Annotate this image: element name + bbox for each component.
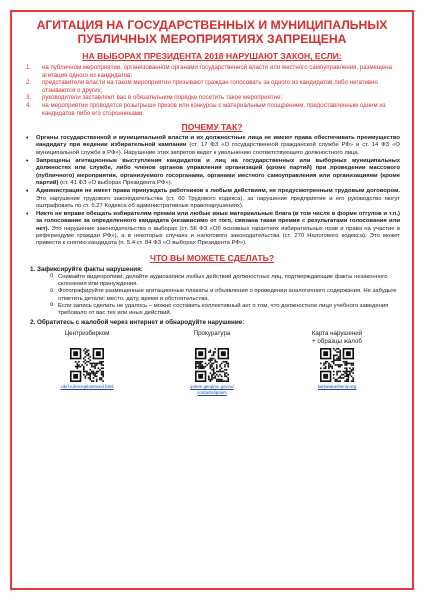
qr-link[interactable]: kartanarusheniy.org xyxy=(317,384,357,390)
violation-item: 3. руководители заставляют вас в обязательном порядке посетить такое мероприятие; xyxy=(26,94,283,102)
qr-column-map xyxy=(282,330,392,395)
what-heading: ЧТО ВЫ МОЖЕТЕ СДЕЛАТЬ? xyxy=(149,252,275,263)
why-list xyxy=(24,135,400,247)
step-1-list xyxy=(24,274,400,318)
qr-label: Карта нарушений + образцы жалоб xyxy=(311,330,363,345)
qr-link[interactable]: cikrf.ru/reception/send.html xyxy=(60,384,114,390)
violations-heading: НА ВЫБОРАХ ПРЕЗИДЕНТА 2018 НАРУШАЮТ ЗАКОН, ЕСЛИ: xyxy=(82,51,342,61)
why-item: • Органы государственной и муниципальной власти и их должностные лица не имеют права обеспечивать преимущество кандидату при ведении избирательной кампании (ст. 17 ФЗ «О государственной гражданской службе РФ» и ст. 14 ФЗ «О муниципальной службе в РФ»). Нарушение этих запретов ведет к увольнению соответствующего должностного лица. xyxy=(24,135,400,157)
violation-item: 2. представители власти на таком мероприятии призывают граждан голосовать за одного из кандидатов либо негативно отзываются о других; xyxy=(26,79,378,94)
qr-label: Прокуратура xyxy=(193,330,231,338)
violations-list xyxy=(24,64,400,117)
qr-column-cik xyxy=(32,330,142,395)
qr-column-prosecutor xyxy=(157,330,267,395)
flyer-page xyxy=(10,10,414,590)
violation-item: 4. на мероприятии проводятся розыгрыши призов или конкурсы с материальным поощрением, предоставленным одним из кандидатов либо его сторонниками. xyxy=(26,101,386,117)
step-1-heading: 1. Зафиксируйте факты нарушения: xyxy=(30,265,143,273)
qr-link[interactable]: ipriem.genproc.gov.ru/ contacts/ipriem xyxy=(190,384,234,395)
step-2-heading: 2. Обратитесь с жалобой через интернет и обнародуйте нарушение: xyxy=(30,319,245,327)
violation-item: 1. на публичном мероприятии, организованном органами государственной власти или местного самоуправления, размещена агитация одного из кандидатов; xyxy=(26,64,393,79)
qr-code-icon[interactable] xyxy=(195,348,229,382)
step-1-item: o Если запись сделать не удалось – можно составить коллективный акт о том, что должностное лицо учебного заведения требовало от вас тех или иных действий. xyxy=(50,303,400,318)
why-item: • Администрация не имеет права принуждать работников к любым действиям, не предусмотренным трудовым договором. Это нарушение трудового законодательства (ст. 60 Трудового кодекса), за нарушение предприятие и его руководство могут оштрафовать по ст. 5.27 Кодекса об административных правонарушениях). xyxy=(24,188,400,210)
why-item: • Никто не вправе обещать избирателям премии или любые иные материальные блага (в том числе в форме отгулов и т.п.) за голосование за определенного кандидата (независимо от того, связана такая премия с результатами голосования или нет). Это нарушение законодательства о выборах (ст. 56 ФЗ «Об основных гарантиях избирательных прав и права на участие в референдуме граждан РФ»), а в некоторых случаях и налогового законодательства (ст. 270 Налогового кодекса). Это может привести к снятию кандидата (п. 5.4 ст. 84 ФЗ «О выборах Президента РФ»). xyxy=(24,211,400,247)
step-1-item: o Снимайте видеоролики, делайте аудиозаписи любых действий должностных лиц, подтверждающие факты незаконного склонения или принуждения. xyxy=(50,274,400,289)
why-heading: ПОЧЕМУ ТАК? xyxy=(181,122,243,133)
step-1-item: o Фотографируйте размещенные агитационные плакаты и объявления о проведении аналогичного содержания. Не забудьте отметить детали: место, дату, время и обстоятельства. xyxy=(50,288,400,303)
why-item: • Запрещены агитационные выступления кандидатов и лиц на государственных или выборных муниципальных должностях или службе, либо членов органов управления организаций (кроме партий) при проведении массового (публичного) мероприятия, организуемого госорганами, органами местного самоуправления или организациями (кроме партий) (ст. 41 ФЗ «О выборах Президента РФ»). xyxy=(24,158,400,187)
qr-label: Центризбирком xyxy=(64,330,110,338)
qr-codes-row xyxy=(24,330,400,395)
qr-code-icon[interactable] xyxy=(320,348,354,382)
page-title-line2: ПУБЛИЧНЫХ МЕРОПРИЯТИЯХ ЗАПРЕЩЕНА xyxy=(77,32,347,46)
qr-code-icon[interactable] xyxy=(70,348,104,382)
page-title-line1: АГИТАЦИЯ НА ГОСУДАРСТВЕННЫХ И МУНИЦИПАЛЬНЫХ xyxy=(36,18,388,32)
